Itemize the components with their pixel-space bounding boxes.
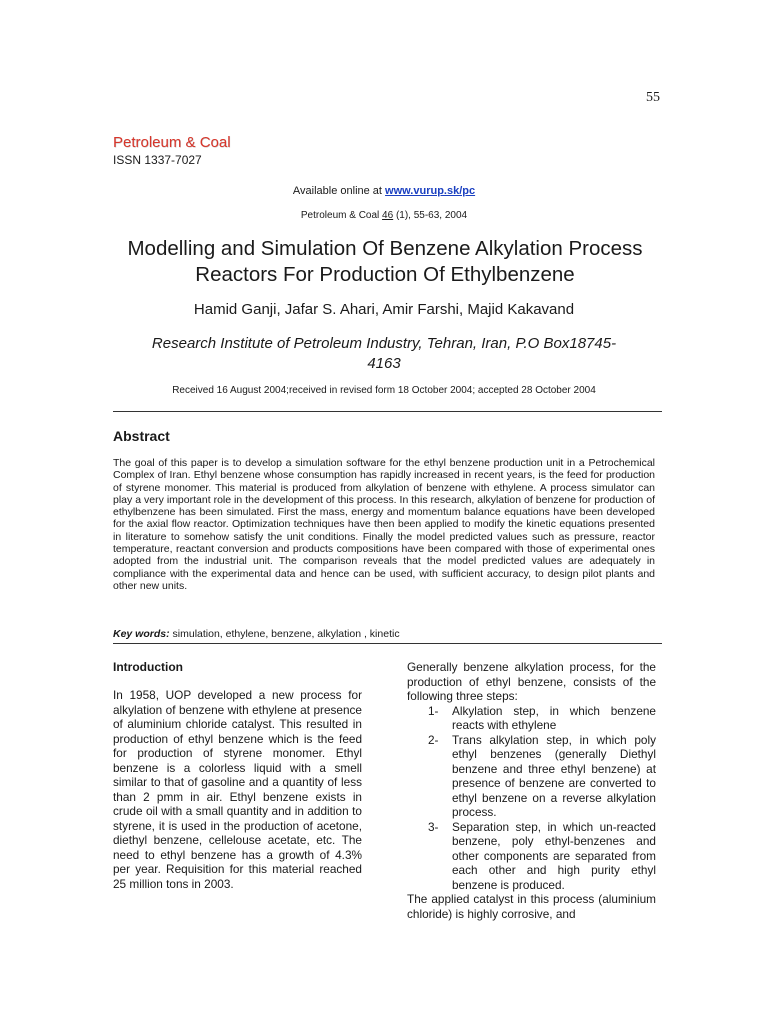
citation-line [0,210,768,221]
step-text: Separation step, in which un-reacted benzene, poly ethyl-benzenes and other components are separated from each other and high purity ethyl benzene is produced. [452,819,656,892]
step-number: 2- [428,732,439,747]
page-number: 55 [646,90,660,105]
keywords-line [113,628,400,640]
step-number: 1- [428,703,439,718]
title-line-2: Reactors For Production Of Ethylbenzene [195,263,575,286]
divider-top [113,411,662,412]
abstract-text: The goal of this paper is to develop a simulation software for the ethyl benzene production unit in a Petrochemical Complex of Iran. Ethyl benzene whose consumption has rapidly increased in recent years, is the feed for production of styrene monomer. This material is produced from alkylation of benzene with ethylene. A process simulator can play a very important role in the development of this process. In this research, alkylation of benzene for production of ethylbenzene has been simulated. First the mass, energy and momentum balance equations have been developed for the axial flow reactor. Optimization techniques have then been applied to modify the kinetic equations presented in literature to somehow satisfy the unit conditions. Finally the model predicted values such as pressure, reactor temperature, reactant conversion and products compositions have been compared with those of experimental ones adopted from the industrial unit. The comparison reveals that the model predicted values are adequately in compliance with the experimental data and hence can be used, with sufficient accuracy, to design pilot plants and other new units. [113,457,655,592]
journal-name: Petroleum & Coal [113,134,231,151]
list-item [407,704,656,733]
right-column [407,660,656,921]
keywords-label: Key words: [113,628,170,640]
journal-url-link[interactable]: www.vurup.sk/pc [385,185,476,197]
received-dates: Received 16 August 2004;received in revised form 18 October 2004; accepted 28 October 2004 [172,385,596,396]
authors: Hamid Ganji, Jafar S. Ahari, Amir Farshi, Majid Kakavand [193,301,575,318]
steps-intro: Generally benzene alkylation process, for the production of ethyl benzene, consists of the following three steps: [407,660,656,703]
introduction-heading: Introduction [113,660,183,674]
step-text: Alkylation step, in which benzene reacts with ethylene [452,703,656,732]
citation-journal: Petroleum & Coal [300,210,383,221]
citation-volume: 46 [382,210,394,221]
availability-prefix: Available online at [292,185,386,197]
title-line-1: Modelling and Simulation Of Benzene Alkylation Process [127,237,643,260]
list-item [407,733,656,820]
paper-title [90,236,680,288]
abstract-heading: Abstract [113,428,170,444]
availability-line [0,185,768,197]
affiliation [120,334,648,374]
issn: ISSN 1337-7027 [113,153,202,167]
introduction-text: In 1958, UOP developed a new process for alkylation of benzene with ethylene at presence of aluminium chloride catalyst. This resulted in production of ethyl benzene which is the feed for production of styrene monomer. Ethyl benzene is a colorless liquid with a smell similar to that of gasoline and a quantity of less than 2 pmm in air. Ethyl benzene exists in crude oil with a small quantity and in addition to styrene, it is used in the production of acetone, diethyl benzene, cellelouse acetate, etc. The need to ethyl benzene has a growth of 4.3% per year. Requisition for this material reached 25 million tons in 2003. [113,688,362,891]
list-item [407,820,656,893]
keywords-list: simulation, ethylene, benzene, alkylation , kinetic [169,628,400,640]
affiliation-line-2: 4163 [367,355,401,372]
divider-keywords [113,643,662,644]
steps-list [407,704,656,893]
step-text: Trans alkylation step, in which poly ethyl benzenes (generally Diethyl benzene and three ethyl benzene) at presence of benzene are converted to ethyl benzene on a reverse alkylation process. [452,732,656,819]
step-number: 3- [428,819,439,834]
citation-issue-pages: (1), 55-63, 2004 [393,210,468,221]
steps-outro: The applied catalyst in this process (aluminium chloride) is highly corrosive, and [407,892,656,921]
affiliation-line-1: Research Institute of Petroleum Industry, Tehran, Iran, P.O Box18745- [151,335,617,352]
